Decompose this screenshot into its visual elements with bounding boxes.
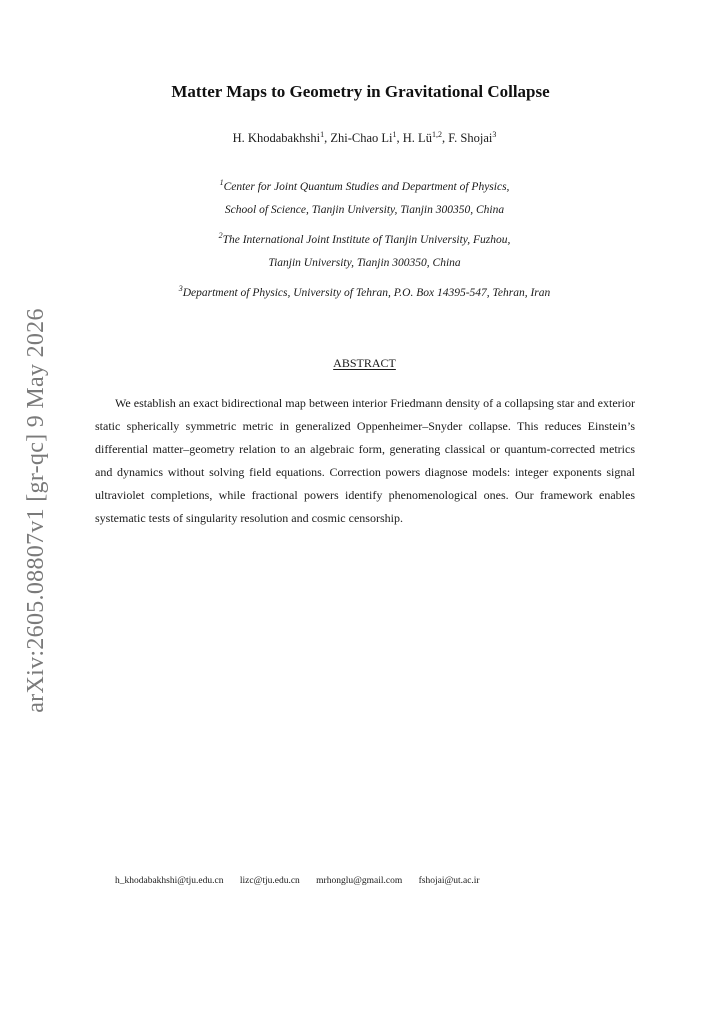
affiliation-number: 2 (218, 231, 223, 240)
arxiv-identifier-text: arXiv:2605.08807v1 [gr-qc] 9 May 2026 (22, 307, 49, 713)
author-separator: , (396, 131, 403, 145)
email-address: h_khodabakhshi@tju.edu.cn (115, 876, 224, 886)
author-name: H. Lü (402, 131, 432, 145)
author-affiliation-marker: 1 (392, 130, 397, 139)
affiliation-1 (0, 176, 721, 222)
affiliation-line: Center for Joint Quantum Studies and Department of Physics, (223, 181, 510, 193)
author-separator: , (441, 131, 449, 145)
affiliation-3 (0, 282, 721, 305)
author-name: F. Shojai (448, 131, 493, 145)
email-address: fshojai@ut.ac.ir (418, 876, 480, 886)
author-affiliation-marker: 3 (492, 130, 497, 139)
author-name: Zhi-Chao Li (330, 131, 393, 145)
email-address: mrhonglu@gmail.com (316, 876, 403, 886)
email-footnote (115, 876, 494, 886)
author-affiliation-marker: 1 (320, 130, 325, 139)
affiliation-number: 3 (178, 284, 183, 293)
abstract-heading: ABSTRACT (333, 356, 396, 370)
affiliation-line: Tianjin University, Tianjin 300350, China (268, 257, 461, 269)
affiliation-line: The International Joint Institute of Tianjin University, Fuzhou, (222, 234, 511, 246)
author-name: H. Khodabakhshi (232, 131, 321, 145)
paper-title: Matter Maps to Geometry in Gravitational Collapse (171, 82, 550, 101)
affiliation-line: School of Science, Tianjin University, Tianjin 300350, China (224, 204, 505, 216)
abstract-body: We establish an exact bidirectional map between interior Friedmann density of a collapsing star and exterior static spherically symmetric metric in generalized Oppenheimer–Snyder collapse. This reduces Einstein’s differential matter–geometry relation to an algebraic form, generating classical or quantum-corrected metrics and dynamics without solving field equations. Correction powers diagnose models: integer exponents signal ultraviolet completions, while fractional powers identify phenomenological ones. Our framework enables systematic tests of singularity resolution and cosmic censorship. (95, 396, 635, 525)
author-list (0, 131, 721, 146)
affiliation-number: 1 (219, 178, 224, 187)
author-affiliation-marker: 1,2 (431, 130, 442, 139)
email-address: lizc@tju.edu.cn (239, 876, 300, 886)
affiliation-2 (0, 229, 721, 275)
affiliation-line: Department of Physics, University of Tehran, P.O. Box 14395-547, Tehran, Iran (182, 287, 551, 299)
author-separator: , (324, 131, 331, 145)
